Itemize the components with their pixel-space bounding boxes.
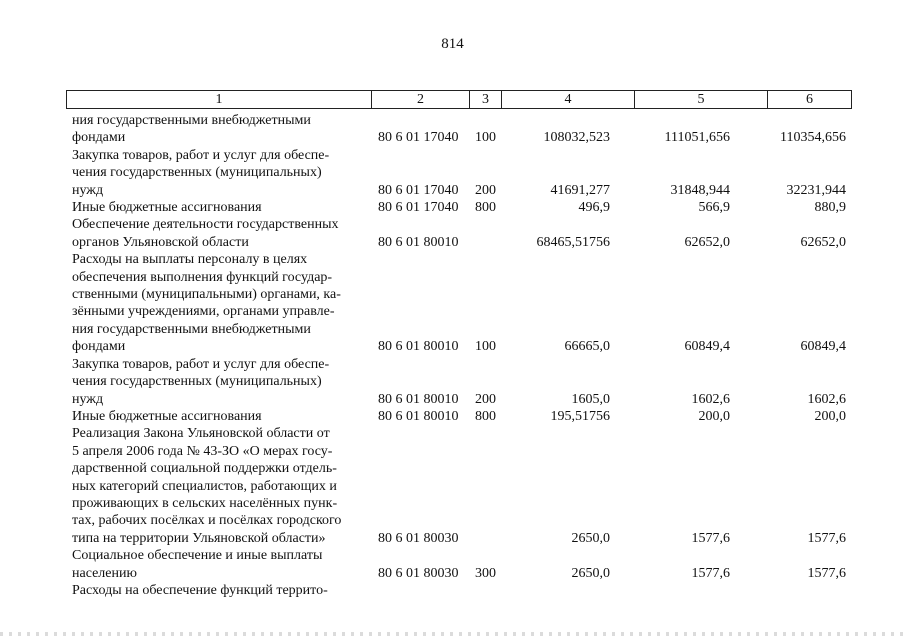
row-value-col4: 496,9 bbox=[578, 200, 610, 216]
table-row bbox=[0, 356, 905, 408]
table-row bbox=[0, 582, 905, 599]
table-row bbox=[0, 147, 905, 199]
row-value-col4: 66665,0 bbox=[564, 339, 610, 355]
row-value-col4: 195,51756 bbox=[550, 408, 610, 424]
table-body bbox=[0, 112, 905, 599]
row-description: Иные бюджетные ассигнования bbox=[72, 200, 262, 216]
row-description: ния государственными внебюджетными фондами bbox=[72, 113, 311, 146]
table-row bbox=[0, 547, 905, 582]
table-row bbox=[0, 112, 905, 147]
row-budget-code: 80 6 01 80010 bbox=[378, 408, 459, 424]
row-description: Реализация Закона Ульяновской области от 5 апреля 2006 года № 43-ЗО «О мерах госу- дарственной социальной поддержки отдель- ных категорий специалистов, работающих и проживающих в сельских населённых пунк- тах, рабочих посёлках и посёлках городского типа на территории Ульяновской области» bbox=[72, 426, 342, 546]
table-row bbox=[0, 216, 905, 251]
row-description: Расходы на обеспечение функций террито- bbox=[72, 582, 328, 598]
row-value-col5: 31848,944 bbox=[670, 182, 730, 198]
row-value-col6: 200,0 bbox=[814, 408, 846, 424]
row-value-col5: 1577,6 bbox=[691, 565, 730, 581]
table-header-row bbox=[66, 90, 852, 109]
row-value-col6: 1602,6 bbox=[807, 391, 846, 407]
header-col-1: 1 bbox=[67, 91, 372, 108]
row-expense-type: 800 bbox=[475, 200, 496, 216]
row-value-col4: 108032,523 bbox=[543, 130, 610, 146]
page-number: 814 bbox=[441, 36, 464, 52]
row-description: Закупка товаров, работ и услуг для обеспе- чения государственных (муниципальных) нужд bbox=[72, 147, 330, 198]
row-description: Иные бюджетные ассигнования bbox=[72, 408, 262, 424]
row-value-col6: 880,9 bbox=[814, 200, 846, 216]
row-budget-code: 80 6 01 80010 bbox=[378, 234, 459, 250]
row-budget-code: 80 6 01 17040 bbox=[378, 130, 459, 146]
row-expense-type: 200 bbox=[475, 391, 496, 407]
row-expense-type: 800 bbox=[475, 408, 496, 424]
row-value-col6: 1577,6 bbox=[807, 530, 846, 546]
row-value-col4: 2650,0 bbox=[571, 530, 610, 546]
table-row bbox=[0, 408, 905, 425]
row-value-col4: 41691,277 bbox=[550, 182, 610, 198]
header-col-5: 5 bbox=[635, 91, 768, 108]
row-value-col5: 566,9 bbox=[698, 200, 730, 216]
row-value-col4: 68465,51756 bbox=[536, 234, 610, 250]
row-value-col6: 110354,656 bbox=[780, 130, 846, 146]
row-budget-code: 80 6 01 80030 bbox=[378, 530, 459, 546]
row-expense-type: 300 bbox=[475, 565, 496, 581]
row-budget-code: 80 6 01 80010 bbox=[378, 339, 459, 355]
row-value-col6: 1577,6 bbox=[807, 565, 846, 581]
row-value-col6: 32231,944 bbox=[786, 182, 846, 198]
row-value-col5: 60849,4 bbox=[684, 339, 730, 355]
table-row bbox=[0, 251, 905, 355]
row-expense-type: 200 bbox=[475, 182, 496, 198]
row-value-col6: 60849,4 bbox=[800, 339, 846, 355]
header-col-4: 4 bbox=[502, 91, 635, 108]
row-value-col5: 1602,6 bbox=[691, 391, 730, 407]
row-budget-code: 80 6 01 80010 bbox=[378, 391, 459, 407]
row-expense-type: 100 bbox=[475, 130, 496, 146]
row-description: Социальное обеспечение и иные выплаты населению bbox=[72, 548, 323, 581]
row-budget-code: 80 6 01 80030 bbox=[378, 565, 459, 581]
row-value-col5: 62652,0 bbox=[684, 234, 730, 250]
scan-edge-artifact bbox=[0, 632, 905, 636]
header-col-6: 6 bbox=[806, 92, 813, 107]
row-budget-code: 80 6 01 17040 bbox=[378, 182, 459, 198]
row-value-col4: 2650,0 bbox=[571, 565, 610, 581]
row-value-col5: 111051,656 bbox=[664, 130, 730, 146]
header-col-2: 2 bbox=[372, 91, 470, 108]
row-value-col4: 1605,0 bbox=[571, 391, 610, 407]
row-description: Закупка товаров, работ и услуг для обеспе- чения государственных (муниципальных) нужд bbox=[72, 356, 330, 407]
table-row bbox=[0, 425, 905, 547]
row-value-col6: 62652,0 bbox=[800, 234, 846, 250]
row-value-col5: 1577,6 bbox=[691, 530, 730, 546]
row-budget-code: 80 6 01 17040 bbox=[378, 200, 459, 216]
row-value-col5: 200,0 bbox=[698, 408, 730, 424]
table-row bbox=[0, 199, 905, 216]
row-expense-type: 100 bbox=[475, 339, 496, 355]
row-description: Обеспечение деятельности государственных органов Ульяновской области bbox=[72, 217, 339, 250]
header-col-3: 3 bbox=[470, 91, 502, 108]
row-description: Расходы на выплаты персоналу в целях обеспечения выполнения функций государ- ственными (муниципальными) органами, ка- зёнными учреждениями, органами управле- ния государственными внебюджетными фондами bbox=[72, 252, 341, 355]
